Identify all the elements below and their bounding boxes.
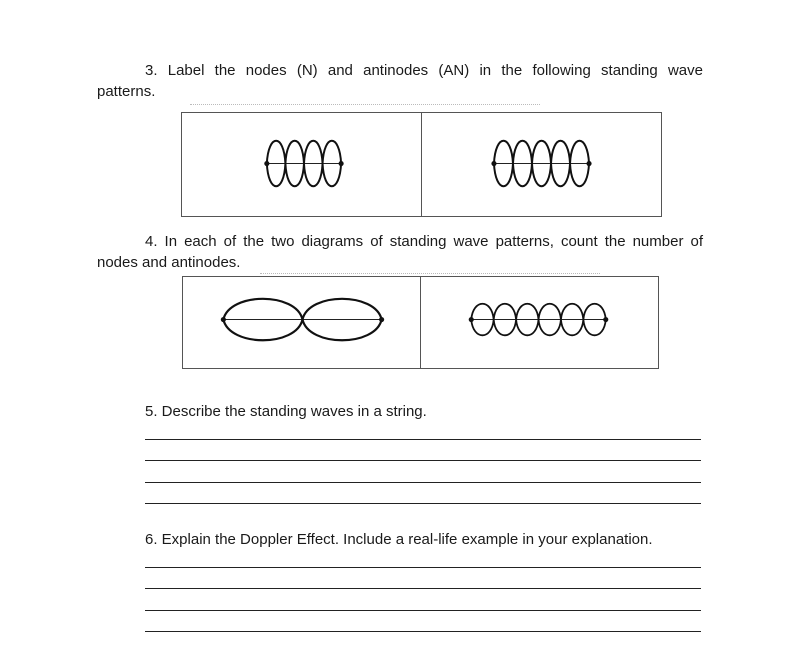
- q4-diagram-left: [183, 277, 420, 368]
- question-6: 6. Explain the Doppler Effect. Include a real-life example in your explanation.: [145, 531, 653, 548]
- word: and: [327, 62, 353, 79]
- word: nodes: [245, 62, 287, 79]
- left-end-node: [264, 161, 269, 166]
- word: standing: [601, 62, 658, 79]
- word: wave: [667, 62, 703, 79]
- wave-envelope-upper: [471, 304, 606, 320]
- answer-line[interactable]: [145, 588, 701, 589]
- word: the: [604, 233, 626, 250]
- q3-diagram-table: [181, 112, 662, 217]
- word: (AN): [438, 62, 470, 79]
- word: the: [243, 233, 265, 250]
- right-end-node: [379, 317, 384, 322]
- word: 3.: [145, 62, 158, 79]
- standing-wave-5-loops: [422, 113, 661, 216]
- word: of: [223, 233, 237, 250]
- faint-scan-artifact: [260, 273, 600, 274]
- answer-line[interactable]: [145, 631, 701, 632]
- word: of: [690, 233, 703, 250]
- wave-envelope-lower: [267, 164, 341, 187]
- word: each: [184, 233, 217, 250]
- wave-envelope-upper: [223, 299, 381, 320]
- word: count: [560, 233, 598, 250]
- answer-line[interactable]: [145, 503, 701, 504]
- q3-diagram-left: [182, 113, 421, 216]
- faint-scan-artifact: [190, 104, 540, 105]
- question-5: 5. Describe the standing waves in a string.: [145, 403, 427, 420]
- left-end-node: [491, 161, 496, 166]
- wave-envelope-lower: [494, 164, 589, 187]
- standing-wave-4-loops: [182, 113, 421, 216]
- right-end-node: [586, 161, 591, 166]
- right-end-node: [603, 317, 608, 322]
- answer-line[interactable]: [145, 610, 701, 611]
- word: diagrams: [301, 233, 364, 250]
- word: number: [632, 233, 684, 250]
- word: standing: [389, 233, 447, 250]
- word: 4.: [145, 233, 158, 250]
- answer-line[interactable]: [145, 482, 701, 483]
- answer-line[interactable]: [145, 439, 701, 440]
- standing-wave-6-loops: [421, 277, 658, 368]
- word: antinodes: [363, 62, 429, 79]
- word: two: [271, 233, 295, 250]
- wave-envelope-upper: [494, 141, 589, 164]
- q4-diagram-table: [182, 276, 659, 369]
- standing-wave-2-loops: [183, 277, 420, 368]
- right-end-node: [339, 161, 344, 166]
- answer-line[interactable]: [145, 567, 701, 568]
- word: the: [214, 62, 236, 79]
- word: Label: [167, 62, 205, 79]
- word: in: [479, 62, 492, 79]
- word: wave: [453, 233, 489, 250]
- word: following: [532, 62, 591, 79]
- word: In: [164, 233, 178, 250]
- wave-envelope-upper: [267, 141, 341, 164]
- q4-diagram-right: [420, 277, 658, 368]
- answer-line[interactable]: [145, 460, 701, 461]
- question-3-line-2: patterns.: [97, 83, 156, 100]
- left-end-node: [221, 317, 226, 322]
- word: patterns,: [495, 233, 554, 250]
- left-end-node: [469, 317, 474, 322]
- word: of: [370, 233, 383, 250]
- question-4-line-1: [145, 231, 703, 252]
- word: the: [501, 62, 523, 79]
- wave-envelope-lower: [471, 320, 606, 336]
- question-4-line-2: nodes and antinodes.: [97, 254, 241, 271]
- word: (N): [296, 62, 318, 79]
- wave-envelope-lower: [223, 320, 381, 341]
- q3-diagram-right: [421, 113, 661, 216]
- question-3-line-1: [145, 60, 703, 81]
